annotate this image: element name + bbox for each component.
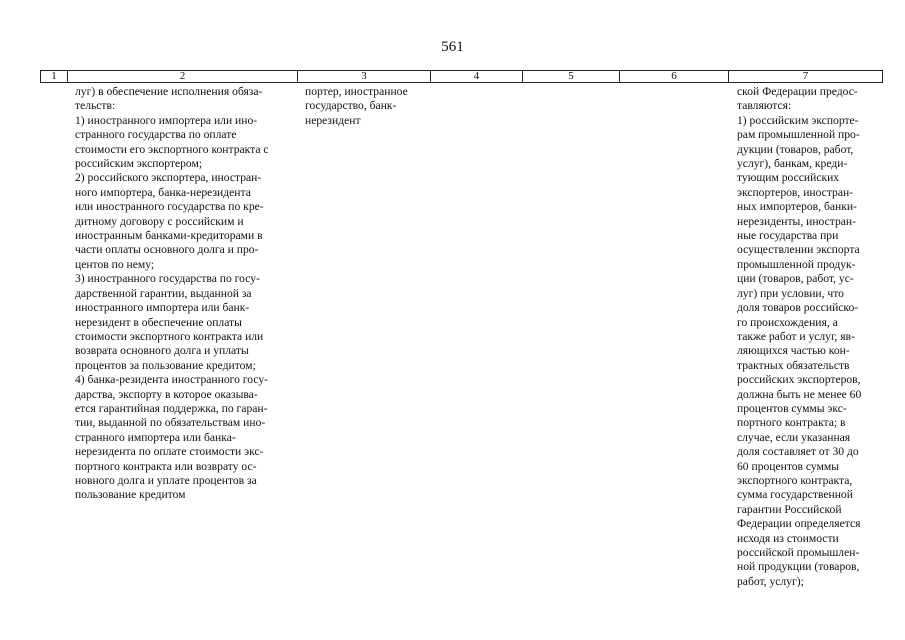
page-number: 561: [441, 39, 464, 55]
column-2-text: луг) в обеспечение исполнения обяза- тельств: 1) иностранного импортера или ино- странного государства по оплате стоимости его экспортного контракта с российским экспортером; 2) российского экспортера, иностран- ного импортера, банка-нерезидента или иностранного государства по кре- дитному договору с российским и иностранным банками-кредиторами в части оплаты основного долга и про- центов по нему; 3) иностранного государства по госу- дарственной гарантии, выданной за иностранного импортера или банк- нерезидент в обеспечение оплаты стоимости экспортного контракта или возврата основного долга и уплаты процентов за пользование кредитом; 4) банка-резидента иностранного госу- дарства, экспорту в которое оказыва- ется гарантийная поддержка, по гаран- тии, выданной по обязательствам ино- странного импортера или банка- нерезидента по оплате стоимости экс- портного контракта или возврату ос- новного долга и уплате процентов за пользование кредитом: [75, 85, 269, 502]
header-cell-5: 5: [523, 71, 620, 82]
header-cell-4: 4: [431, 71, 523, 82]
header-cell-2: 2: [68, 71, 298, 82]
header-cell-1: 1: [41, 71, 68, 82]
header-cell-7: 7: [802, 70, 809, 82]
header-cell-6: 6: [620, 71, 729, 82]
table-header-row: [40, 70, 883, 83]
column-7-text: ской Федерации предос- тавляются: 1) российским экспорте- рам промышленной про- дукции (товаров, работ, услуг), банкам, креди- тующим российских экспортеров, иностран- ных импортеров, банки- нерезиденты, иностран- ные государства при осуществлении экспорта промышленной продук- ции (товаров, работ, ус- луг) при условии, что доля товаров российско- го происхождения, а также работ и услуг, яв- ляющихся частью кон- трактных обязательств российских экспортеров, должна быть не менее 60 процентов суммы экс- портного контракта; в случае, если указанная доля составляет от 30 до 60 процентов суммы экспортного контракта, сумма государственной гарантии Российской Федерации определяется исходя из стоимости российской промышлен- ной продукции (товаров, работ, услуг);: [737, 85, 862, 588]
header-cell-3: 3: [298, 71, 431, 82]
column-3-text: портер, иностранное государство, банк- нерезидент: [305, 85, 408, 127]
